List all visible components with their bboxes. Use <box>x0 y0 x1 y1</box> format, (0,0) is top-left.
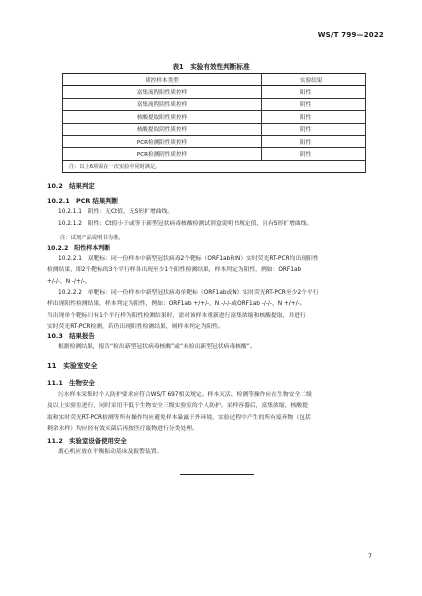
table-cell-result: 阳性 <box>262 135 366 147</box>
table-cell-result: 阳性 <box>262 86 366 98</box>
paragraph-10-2-1-2 <box>47 219 379 230</box>
paragraph-line: 样出现阳性检测结果，样本判定为阳性，例如：ORF1ab +/+/-，N -/-/-或ORF1ab -/-/-，N +/+/-。 <box>47 301 306 308</box>
paragraph-line: 污水样本采集时个人防护要求应符合WS/T 697相关规定。样本灭活、检测等操作应在生物安全二级 <box>58 392 312 398</box>
table-cell-type: 富集流程阴性质控样 <box>63 98 262 110</box>
table-cell-type: PCR检测阳性质控样 <box>63 135 262 147</box>
table-cell-result: 阳性 <box>262 111 366 123</box>
table-caption: 表1 实验有效性判断标准 <box>172 63 250 71</box>
page-number: 7 <box>368 553 372 560</box>
heading-10-2: 10.2 结果判定 <box>47 182 95 190</box>
table-note-row <box>63 160 366 172</box>
paragraph-line: 10.2.1.2 阳性：Ct值小于或等于新型冠状病毒核酸检测试剂盒说明书规定值，且有S形扩增曲线。 <box>58 221 313 227</box>
paragraph-line: 取和实时荧光RT-PCR检测等所有操作均应避免样本暴露于外环境，实验过程中产生的所有废弃物（包括 <box>47 414 311 421</box>
paragraph-line: 及以上实验室进行，同时采用不低于生物安全三级实验室的个人防护。采样容器后，富集浓缩、核酸提 <box>47 403 308 410</box>
paragraph-line: +/-/-，N -/+/-。 <box>47 278 91 285</box>
heading-10-2-2: 10.2.2 阳性样本判断 <box>47 245 111 252</box>
heading-10-2-1: 10.2.1 PCR 结果判断 <box>47 197 119 205</box>
table-cell-type: 核酸提取阳性质控样 <box>63 111 262 123</box>
table-cell-type: 富集流程阳性质控样 <box>63 86 262 98</box>
table-cell-type: PCR检测阴性质控样 <box>63 148 262 160</box>
table-row <box>63 98 366 110</box>
heading-10-3: 10.3 结果报告 <box>47 332 95 340</box>
table-row <box>63 86 366 98</box>
table-row <box>63 111 366 123</box>
standard-code: WS/T 799—2022 <box>317 31 384 39</box>
table-cell-result: 阴性 <box>262 98 366 110</box>
note-10-2-1: 注：试剂产品说明书为准。 <box>60 235 124 241</box>
paragraph-line: 检测结果，即2个靶标的3个平行样各出现至少1个阳性检测结果，样本判定为阳性，例如：ORF1ab <box>47 267 302 274</box>
paragraph-10-3 <box>47 342 379 353</box>
end-rule <box>180 474 254 475</box>
paragraph-10-2-2-1 <box>47 254 379 288</box>
paragraph-line: 剩余水样）均应经有效灭菌后再按医疗废物进行分类处理。 <box>47 426 198 433</box>
table-cell-type: 核酸提取阴性质控样 <box>63 123 262 135</box>
paragraph-10-2-2-2 <box>47 288 379 334</box>
table-row <box>63 148 366 160</box>
paragraph-line: 当出现单个靶标只有1个平行样为阳性检测结果时，需对该样本重新进行富集浓缩和核酸提取，并进行 <box>47 312 306 319</box>
heading-11: 11 实验室安全 <box>47 362 98 370</box>
table-row <box>63 135 366 147</box>
table-header-type: 质控样本类型 <box>63 74 262 86</box>
paragraph-line: 离心机应放在平衡振动基床及报警装置。 <box>58 449 163 455</box>
table-cell-result: 阴性 <box>262 148 366 160</box>
paragraph-line: 10.2.2.1 双靶标：同一份样本中新型冠状病毒2个靶标（ORF1ab和N）实时荧光RT-PCR均出现阳性 <box>58 256 319 262</box>
paragraph-11-1 <box>47 390 379 436</box>
paragraph-11-2 <box>47 447 379 458</box>
criteria-table <box>62 73 366 173</box>
paragraph-10-2-1-1 <box>47 207 379 218</box>
paragraph-line: 实时荧光RT-PCR检测，若仍出现阳性检测结果，则样本判定为阳性。 <box>47 324 224 331</box>
heading-11-1: 11.1 生物安全 <box>47 379 95 387</box>
table-header-result: 实验结果 <box>262 74 366 86</box>
table-row <box>63 123 366 135</box>
paragraph-line: 10.2.2.2 单靶标：同一份样本中新型冠状病毒单靶标（ORF1ab或N）实时荧光RT-PCR至少2个平行 <box>58 290 319 296</box>
table-header-row <box>63 74 366 86</box>
paragraph-line: 根据检测结果，报告“检出新型冠状病毒核酸”或“未检出新型冠状病毒核酸”。 <box>58 344 256 350</box>
heading-11-2: 11.2 实验室设备使用安全 <box>47 437 127 445</box>
paragraph-line: 10.2.1.1 阴性：无Ct值，无S形扩增曲线。 <box>58 209 174 215</box>
table-note: 注：以上6项需在一次实验中同时满足。 <box>63 160 366 172</box>
table-cell-result: 阴性 <box>262 123 366 135</box>
